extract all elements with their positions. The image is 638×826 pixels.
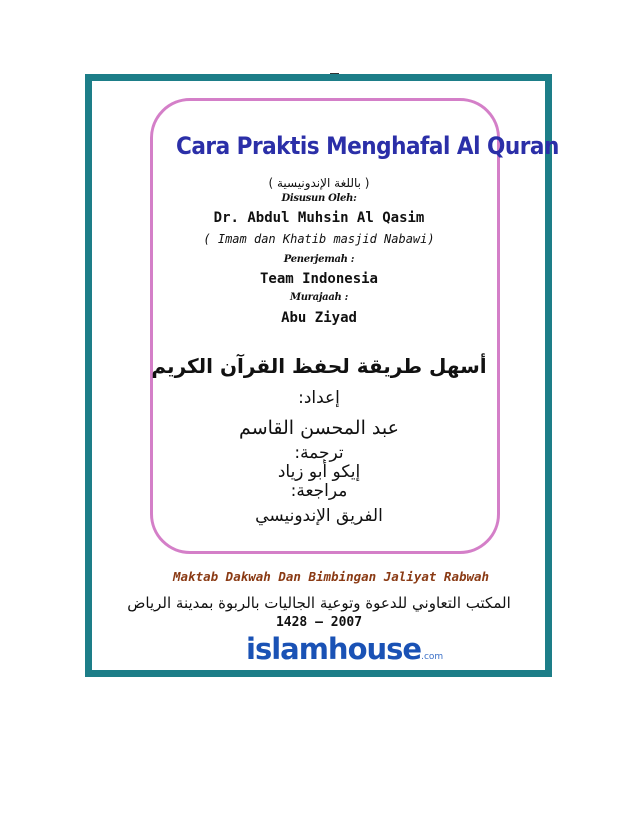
arabic-title: أسهل طريقة لحفظ القرآن الكريم — [151, 354, 487, 378]
reviewer-label: Murajaah : — [289, 292, 349, 303]
author-role: ( Imam dan Khatib masjid Nabawi) — [203, 232, 435, 246]
publication-year: 1428 – 2007 — [275, 615, 363, 630]
author-name: Dr. Abdul Muhsin Al Qasim — [213, 210, 425, 226]
arabic-compiled-label: إعداد: — [298, 388, 340, 408]
reviewer-name: Abu Ziyad — [281, 310, 357, 326]
logo-suffix: .com — [421, 652, 444, 662]
publisher-arabic: المكتب التعاوني للدعوة وتوعية الجاليات بالربوة بمدينة الرياض — [127, 594, 511, 612]
arabic-author: عبد المحسن القاسم — [239, 417, 399, 439]
translator-label: Penerjemah : — [283, 254, 355, 265]
translator-name: Team Indonesia — [259, 271, 378, 287]
islamhouse-logo — [246, 632, 443, 666]
book-title: Cara Praktis Menghafal Al Quran — [176, 132, 559, 160]
language-note: ( باللغة الإندونيسية ) — [268, 176, 370, 190]
arabic-review-label: مراجعة: — [290, 481, 348, 501]
arabic-reviewer: الفريق الإندونيسي — [255, 506, 383, 526]
arabic-translator: إيكو أبو زياد — [277, 462, 361, 482]
logo-name: islamhouse — [246, 632, 422, 666]
publisher-english: Maktab Dakwah Dan Bimbingan Jaliyat Rabwah — [173, 569, 490, 584]
arabic-translation-label: ترجمة: — [294, 443, 344, 463]
compiled-by-label: Disusun Oleh: — [281, 193, 357, 204]
